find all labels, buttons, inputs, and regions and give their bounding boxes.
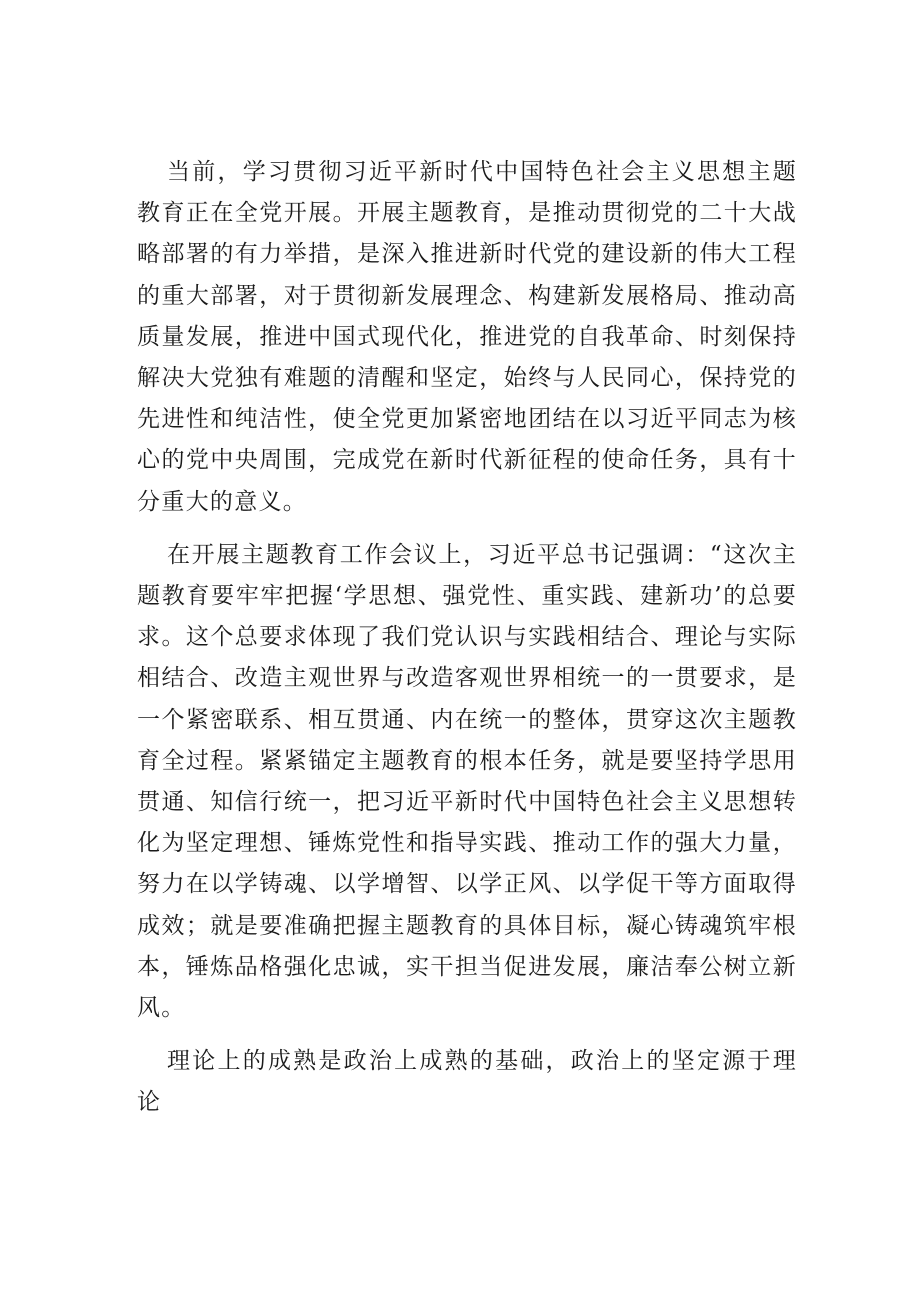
paragraph-2: 在开展主题教育工作会议上，习近平总书记强调：“这次主题教育要牢牢把握‘学思想、强党性、重实践、建新功’的总要求。这个总要求体现了我们党认识与实践相结合、理论与实际相结合、改造主观世界与改造客观世界相统一的一贯要求，是一个紧密联系、相互贯通、内在统一的整体，贯穿这次主题教育全过程。紧紧锚定主题教育的根本任务，就是要坚持学思用贯通、知信行统一，把习近平新时代中国特色社会主义思想转化为坚定理想、锤炼党性和指导实践、推动工作的强大力量，努力在以学铸魂、以学增智、以学正风、以学促干等方面取得成效；就是要准确把握主题教育的具体目标，凝心铸魂筑牢根本，锤炼品格强化忠诚，实干担当促进发展，廉洁奉公树立新风。 (137, 541, 797, 1022)
document-body (137, 152, 797, 1124)
paragraph-1: 当前，学习贯彻习近平新时代中国特色社会主义思想主题教育正在全党开展。开展主题教育，是推动贯彻党的二十大战略部署的有力举措，是深入推进新时代党的建设新的伟大工程的重大部署，对于贯彻新发展理念、构建新发展格局、推动高质量发展，推进中国式现代化，推进党的自我革命、时刻保持解决大党独有难题的清醒和坚定，始终与人民同心，保持党的先进性和纯洁性，使全党更加紧密地团结在以习近平同志为核心的党中央周围，完成党在新时代新征程的使命任务，具有十分重大的意义。 (137, 159, 797, 515)
paragraph-3: 理论上的成熟是政治上成熟的基础，政治上的坚定源于理论 (137, 1048, 797, 1116)
